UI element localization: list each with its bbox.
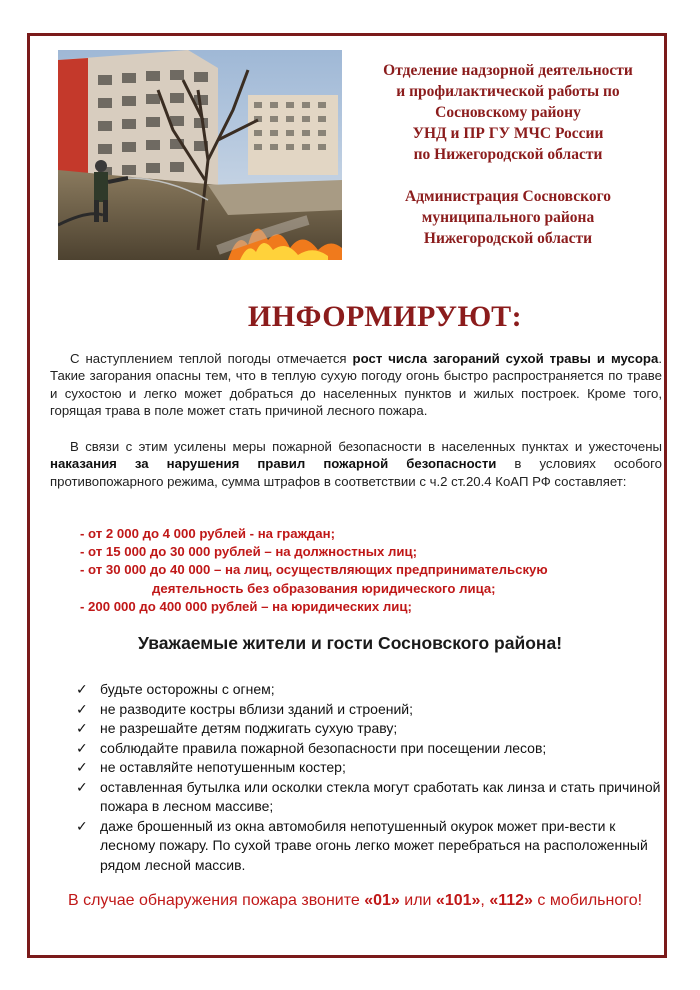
intro-paragraph — [50, 350, 662, 420]
call-text: с мобильного! — [532, 892, 643, 909]
page-title: ИНФОРМИРУЮТ: — [247, 300, 523, 333]
call-text: , — [480, 892, 490, 909]
call-text: или — [399, 892, 436, 909]
measures-text: в условиях особого противопожарного режима, сумма штрафов в соответствии с ч.2 ст.20.4 КоАП РФ составляет: — [50, 456, 663, 489]
checklist-item — [76, 700, 666, 720]
checkmark-icon: ✓ — [76, 681, 88, 697]
safety-checklist — [76, 680, 666, 875]
checklist-text: оставленная бутылка или осколки стекла могут сработать как линза и стать причиной пожара в лесном массиве; — [100, 778, 661, 814]
checklist-text: соблюдайте правила пожарной безопасности при посещении лесов; — [100, 739, 547, 756]
checkmark-icon: ✓ — [76, 759, 88, 775]
checklist-item — [76, 680, 666, 700]
org2-line: Нижегородской области — [423, 230, 593, 247]
spacer — [350, 165, 666, 186]
org1-line: по Нижегородской области — [413, 146, 603, 163]
checklist-item — [76, 817, 666, 876]
measures-text: В связи с этим усилены меры пожарной безопасности в населенных пунктах и ужесточены — [70, 439, 662, 454]
phone-number: «101» — [435, 892, 481, 909]
measures-emphasis: наказания за нарушения правил пожарной безопасности — [50, 456, 497, 472]
checklist-text: даже брошенный из окна автомобиля непотушенный окурок может при-вести к лесному пожару. По сухой траве огонь легко может перебраться на расположенный рядом лесной массив. — [100, 817, 648, 873]
intro-text: С наступлением теплой погоды отмечается — [70, 351, 353, 366]
phone-number: «01» — [364, 892, 400, 909]
checklist-text: будьте осторожны с огнем; — [100, 681, 275, 697]
org1-line: УНД и ПР ГУ МЧС России — [412, 125, 604, 142]
fine-item: - 200 000 до 400 000 рублей – на юридических лиц; — [80, 598, 412, 614]
checklist-item — [76, 778, 666, 817]
checklist-text: не разрешайте детям поджигать сухую траву; — [100, 720, 398, 736]
call-text: В случае обнаружения пожара звоните — [67, 892, 365, 909]
organizations-block — [350, 60, 666, 249]
phone-number: «112» — [489, 892, 533, 909]
org1-line: и профилактической работы по — [396, 83, 620, 100]
org2-line: Администрация Сосновского — [405, 188, 611, 205]
emergency-call-text — [60, 890, 650, 912]
fine-item: - от 2 000 до 4 000 рублей - на граждан; — [80, 526, 335, 541]
measures-paragraph — [50, 438, 662, 490]
checkmark-icon: ✓ — [76, 778, 88, 795]
grass-fire-photo — [58, 50, 342, 260]
checklist-item — [76, 719, 666, 739]
fine-item: - от 30 000 до 40 000 – на лиц, осуществляющих предпринимательскую — [80, 562, 548, 578]
fine-item-continuation: деятельность без образования юридического лица; — [152, 580, 496, 596]
org2-line: муниципального района — [421, 209, 595, 226]
org1-line: Отделение надзорной деятельности — [383, 62, 633, 79]
checkmark-icon: ✓ — [76, 700, 88, 717]
fine-item: - от 15 000 до 30 000 рублей – на должностных лиц; — [80, 544, 417, 560]
intro-text: . Такие загорания опасны тем, что в теплую сухую погоду огонь быстро распространяется по траве и сухостою и легко может добраться до населенных пунктов и жилых построек. Кроме того, горящая трава в поле может стать причиной лесного пожара. — [50, 351, 662, 419]
checklist-text: не разводите костры вблизи зданий и строений; — [100, 700, 413, 717]
checklist-text: не оставляйте непотушенным костер; — [100, 759, 346, 775]
fines-list — [80, 525, 660, 616]
checkmark-icon: ✓ — [76, 720, 88, 736]
checklist-item — [76, 739, 666, 759]
checkmark-icon: ✓ — [76, 739, 88, 756]
intro-emphasis: рост числа загораний сухой травы и мусора — [352, 351, 659, 366]
checkmark-icon: ✓ — [76, 817, 88, 834]
org1-line: Сосновскому району — [435, 104, 581, 121]
appeal-heading: Уважаемые жители и гости Сосновского района! — [137, 633, 563, 653]
checklist-item — [76, 758, 666, 778]
